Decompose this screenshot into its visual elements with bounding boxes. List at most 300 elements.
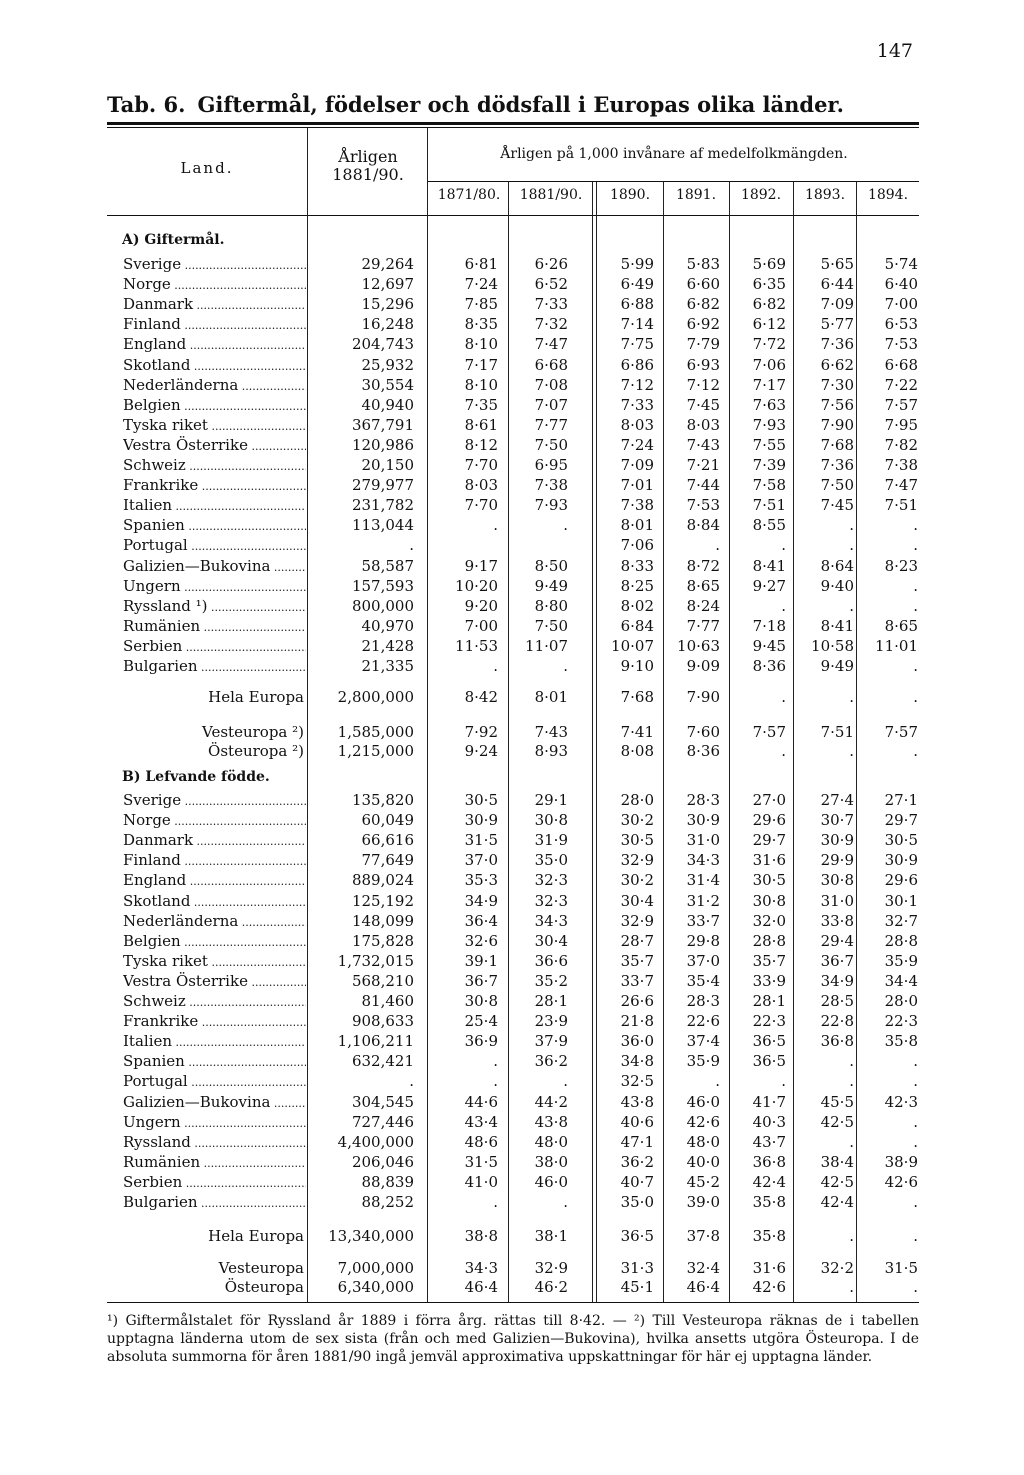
total-row xyxy=(0,687,1024,707)
rate-cell: 30·8 xyxy=(464,992,498,1010)
table-row xyxy=(0,1132,1024,1152)
rate-cell: 8·41 xyxy=(820,616,854,635)
rate-cell: 7·77 xyxy=(686,616,720,635)
rate-cell: 29·1 xyxy=(534,791,568,809)
rate-cell: 7·95 xyxy=(884,415,918,434)
country-label: Galizien—Bukovina ..... xyxy=(123,1092,306,1114)
rate-cell: 7·22 xyxy=(884,375,918,394)
table-row xyxy=(0,810,1024,830)
rate-cell: 36·7 xyxy=(820,951,854,970)
rate-cell: 8·61 xyxy=(464,415,498,434)
rate-cell: 39·0 xyxy=(686,1193,720,1211)
rate-cell: 9·20 xyxy=(464,596,498,615)
country-label: Frankrike ..... xyxy=(123,475,306,497)
rate-cell: 30·1 xyxy=(884,891,918,910)
table-row xyxy=(0,274,1024,294)
rate-cell: 9·09 xyxy=(686,657,720,675)
header-year: 1893. xyxy=(804,187,846,203)
rate-cell: 7·09 xyxy=(820,295,854,314)
rate-cell: 29·4 xyxy=(820,931,854,950)
rate-cell: 34·4 xyxy=(884,971,918,990)
rate-cell: 7·47 xyxy=(534,335,568,354)
rate-cell: 40·7 xyxy=(620,1172,654,1191)
absolute-value: 908,633 xyxy=(351,1012,414,1031)
rate-cell: 35·3 xyxy=(464,871,498,890)
rate-cell: 30·8 xyxy=(752,891,786,910)
rate-cell: 10·20 xyxy=(455,576,498,595)
table-row xyxy=(0,850,1024,870)
total-row xyxy=(0,741,1024,761)
country-label: Galizien—Bukovina ..... xyxy=(123,556,306,578)
country-label: England ..... xyxy=(123,334,306,356)
rate-cell: 48·0 xyxy=(686,1132,720,1151)
rate-cell: 7·72 xyxy=(752,335,786,354)
rate-cell: 42·4 xyxy=(820,1193,854,1211)
absolute-value: 125,192 xyxy=(351,891,414,910)
rate-cell: 8·01 xyxy=(534,688,568,706)
rate-cell: 6·44 xyxy=(820,275,854,294)
rate-cell: 33·7 xyxy=(686,911,720,930)
rate-cell: . xyxy=(849,1132,854,1151)
table-row xyxy=(0,1152,1024,1172)
rate-cell: 28·1 xyxy=(534,992,568,1010)
country-label: Rumänien ..... xyxy=(123,1152,306,1174)
rate-cell: 7·33 xyxy=(534,295,568,314)
absolute-value: 1,732,015 xyxy=(337,951,414,970)
table-row xyxy=(0,1112,1024,1132)
rate-cell: . xyxy=(493,516,498,535)
rate-cell: 48·0 xyxy=(534,1132,568,1151)
country-label: Östeuropa xyxy=(224,1278,304,1296)
rate-cell: 7·00 xyxy=(884,295,918,314)
absolute-value: 81,460 xyxy=(361,992,414,1010)
absolute-value: 13,340,000 xyxy=(328,1227,414,1245)
rate-cell: . xyxy=(781,596,786,615)
rate-cell: 35·0 xyxy=(534,851,568,870)
rate-cell: 7·38 xyxy=(534,476,568,495)
rate-cell: 7·53 xyxy=(686,496,720,515)
rate-cell: 42·5 xyxy=(820,1112,854,1131)
rate-cell: 29·6 xyxy=(752,811,786,830)
rate-cell: . xyxy=(913,1132,918,1151)
rate-cell: 46·0 xyxy=(534,1172,568,1191)
rate-cell: 42·6 xyxy=(686,1112,720,1131)
rate-cell: . xyxy=(849,596,854,615)
rate-cell: 6·84 xyxy=(620,616,654,635)
absolute-value: 157,593 xyxy=(351,576,414,595)
header-rate-span: Årligen på 1,000 invånare af medelfolkmängden. xyxy=(500,146,848,162)
rate-cell: . xyxy=(849,536,854,555)
rate-cell: 7·38 xyxy=(884,456,918,474)
table-row xyxy=(0,971,1024,991)
absolute-value: 21,428 xyxy=(361,636,414,655)
rate-cell: 28·0 xyxy=(620,791,654,809)
rate-cell: 45·2 xyxy=(686,1172,720,1191)
absolute-value: 4,400,000 xyxy=(337,1132,414,1151)
header-year: 1892. xyxy=(740,187,782,203)
rate-cell: 7·70 xyxy=(464,456,498,474)
rate-cell: 6·82 xyxy=(752,295,786,314)
rate-cell: 32·5 xyxy=(620,1072,654,1091)
country-label: Belgien ..... xyxy=(123,931,306,953)
country-label: Tyska riket ..... xyxy=(123,415,306,437)
country-label: Rumänien ..... xyxy=(123,616,306,638)
absolute-value: 135,820 xyxy=(351,791,414,809)
rate-cell: 6·81 xyxy=(464,255,498,273)
absolute-value: 889,024 xyxy=(351,871,414,890)
country-label: Italien ..... xyxy=(123,1031,306,1053)
rate-cell: 46·2 xyxy=(534,1278,568,1296)
rate-cell: . xyxy=(493,1072,498,1091)
rate-cell: 7·75 xyxy=(620,335,654,354)
rate-cell: 7·30 xyxy=(820,375,854,394)
country-label: Finland ..... xyxy=(123,850,306,872)
absolute-value: 40,940 xyxy=(361,395,414,414)
rate-cell: 30·9 xyxy=(820,831,854,850)
rate-cell: 30·5 xyxy=(464,791,498,809)
rate-cell: 8·84 xyxy=(686,516,720,535)
header-year: 1871/80. xyxy=(437,187,501,203)
rate-cell: 7·51 xyxy=(752,496,786,515)
rate-cell: . xyxy=(493,1193,498,1211)
absolute-value: 15,296 xyxy=(361,295,414,314)
rate-cell: 41·0 xyxy=(464,1172,498,1191)
footnote-1: ¹) Giftermålstalet för Ryssland år 1889 i förra årg. rättas till 8·42. xyxy=(107,1313,606,1329)
country-label: Schweiz ..... xyxy=(123,991,306,1013)
rate-cell: 8·36 xyxy=(752,657,786,675)
absolute-value: 16,248 xyxy=(361,315,414,334)
rate-cell: 7·12 xyxy=(620,375,654,394)
rate-cell: 29·7 xyxy=(884,811,918,830)
section-a-title: A) Giftermål. xyxy=(122,232,225,248)
rate-cell: 10·07 xyxy=(611,636,654,655)
rate-cell: 22·8 xyxy=(820,1012,854,1031)
rate-cell: 7·57 xyxy=(884,395,918,414)
header-year: 1891. xyxy=(675,187,717,203)
rate-cell: 7·06 xyxy=(752,355,786,374)
rate-cell: 42·3 xyxy=(884,1092,918,1111)
country-label: Ryssland ..... xyxy=(123,1132,306,1154)
rate-cell: 23·9 xyxy=(534,1012,568,1031)
rate-cell: 6·49 xyxy=(620,275,654,294)
absolute-value: 800,000 xyxy=(351,596,414,615)
absolute-value: 58,587 xyxy=(361,556,414,575)
table-row xyxy=(0,294,1024,314)
country-label: Vestra Österrike ..... xyxy=(123,435,306,457)
rate-cell: 7·90 xyxy=(686,688,720,706)
rate-cell: 7·92 xyxy=(464,723,498,741)
rate-cell: 36·5 xyxy=(752,1032,786,1051)
rate-cell: 9·10 xyxy=(620,657,654,675)
rate-cell: 34·9 xyxy=(464,891,498,910)
rate-cell: 6·40 xyxy=(884,275,918,294)
rate-cell: 35·2 xyxy=(534,971,568,990)
header-year: 1894. xyxy=(867,187,909,203)
rate-cell: 27·0 xyxy=(752,791,786,809)
country-label: Sverige ..... xyxy=(123,254,306,276)
rate-cell: 8·93 xyxy=(534,742,568,760)
absolute-value: 7,000,000 xyxy=(337,1259,414,1277)
rate-cell: 8·80 xyxy=(534,596,568,615)
country-label: Skotland ..... xyxy=(123,891,306,913)
rate-cell: 27·4 xyxy=(820,791,854,809)
table-row xyxy=(0,475,1024,495)
rate-cell: 7·07 xyxy=(534,395,568,414)
absolute-value: 60,049 xyxy=(361,811,414,830)
rate-cell: 34·9 xyxy=(820,971,854,990)
rate-cell: 8·50 xyxy=(534,556,568,575)
absolute-value: 40,970 xyxy=(361,616,414,635)
rate-cell: 46·0 xyxy=(686,1092,720,1111)
absolute-value: 29,264 xyxy=(361,255,414,273)
rate-cell: 36·2 xyxy=(620,1152,654,1171)
rate-cell: 25·4 xyxy=(464,1012,498,1031)
rate-cell: 6·62 xyxy=(820,355,854,374)
rate-cell: 6·12 xyxy=(752,315,786,334)
rate-cell: 35·4 xyxy=(686,971,720,990)
absolute-value: 88,252 xyxy=(361,1193,414,1211)
rate-cell: 6·92 xyxy=(686,315,720,334)
rate-cell: . xyxy=(913,742,918,760)
rate-cell: 7·39 xyxy=(752,456,786,474)
rate-cell: 27·1 xyxy=(884,791,918,809)
rate-cell: 30·5 xyxy=(752,871,786,890)
rate-cell: 5·74 xyxy=(884,255,918,273)
rate-cell: . xyxy=(913,536,918,555)
country-label: Serbien ..... xyxy=(123,1172,306,1194)
rate-cell: 10·63 xyxy=(677,636,720,655)
rate-cell: 36·6 xyxy=(534,951,568,970)
rate-cell: . xyxy=(913,1052,918,1071)
rate-cell: 7·35 xyxy=(464,395,498,414)
rate-cell: 11·53 xyxy=(455,636,498,655)
rate-cell: 43·4 xyxy=(464,1112,498,1131)
rate-cell: . xyxy=(913,1193,918,1211)
country-label: Norge ..... xyxy=(123,274,306,296)
rate-cell: 7·47 xyxy=(884,476,918,495)
rate-cell: 7·36 xyxy=(820,335,854,354)
table-row xyxy=(0,891,1024,911)
table-row xyxy=(0,314,1024,334)
rate-cell: 7·00 xyxy=(464,616,498,635)
rate-cell: 7·70 xyxy=(464,496,498,515)
table-row xyxy=(0,911,1024,931)
country-label: Frankrike ..... xyxy=(123,1011,306,1033)
rate-cell: 29·7 xyxy=(752,831,786,850)
rate-cell: 7·21 xyxy=(686,456,720,474)
country-label: Vesteuropa xyxy=(218,1259,304,1277)
rate-cell: 9·45 xyxy=(752,636,786,655)
rate-cell: 31·4 xyxy=(686,871,720,890)
rate-cell: 9·40 xyxy=(820,576,854,595)
rate-cell: . xyxy=(913,1072,918,1091)
rate-cell: 8·02 xyxy=(620,596,654,615)
table-row xyxy=(0,656,1024,676)
rate-cell: . xyxy=(563,657,568,675)
rate-cell: 30·4 xyxy=(534,931,568,950)
rate-cell: 34·8 xyxy=(620,1052,654,1071)
rate-cell: 28·8 xyxy=(884,931,918,950)
rate-cell: 9·27 xyxy=(752,576,786,595)
country-label: Tyska riket ..... xyxy=(123,951,306,973)
table-row xyxy=(0,355,1024,375)
rate-cell: 45·1 xyxy=(620,1278,654,1296)
rate-cell: 40·3 xyxy=(752,1112,786,1131)
rate-cell: . xyxy=(849,1052,854,1071)
rate-cell: . xyxy=(563,1193,568,1211)
rate-cell: 7·57 xyxy=(752,723,786,741)
table-bottom-rule xyxy=(107,1302,919,1303)
rate-cell: 34·3 xyxy=(464,1259,498,1277)
rate-cell: 5·77 xyxy=(820,315,854,334)
rate-cell: 33·9 xyxy=(752,971,786,990)
table-row xyxy=(0,1172,1024,1192)
rate-cell: 7·38 xyxy=(620,496,654,515)
absolute-value: 25,932 xyxy=(361,355,414,374)
total-row xyxy=(0,722,1024,742)
rate-cell: 8·10 xyxy=(464,375,498,394)
rate-cell: 31·6 xyxy=(752,851,786,870)
rate-cell: 47·1 xyxy=(620,1132,654,1151)
rate-cell: 5·65 xyxy=(820,255,854,273)
absolute-value: 66,616 xyxy=(361,831,414,850)
rate-cell: 35·9 xyxy=(884,951,918,970)
rate-cell: . xyxy=(913,596,918,615)
rate-cell: 9·17 xyxy=(464,556,498,575)
rate-cell: 32·0 xyxy=(752,911,786,930)
rate-cell: 35·9 xyxy=(686,1052,720,1071)
rate-cell: 8·12 xyxy=(464,435,498,454)
rate-cell: 34·3 xyxy=(534,911,568,930)
rate-cell: . xyxy=(913,516,918,535)
rate-cell: 7·41 xyxy=(620,723,654,741)
absolute-value: 279,977 xyxy=(351,476,414,495)
rate-cell: 21·8 xyxy=(620,1012,654,1031)
rate-cell: 33·7 xyxy=(620,971,654,990)
rate-cell: 38·9 xyxy=(884,1152,918,1171)
absolute-value: 367,791 xyxy=(351,415,414,434)
country-label: Hela Europa xyxy=(208,1227,304,1245)
rate-cell: 36·7 xyxy=(464,971,498,990)
rate-cell: 6·93 xyxy=(686,355,720,374)
rate-cell: 8·42 xyxy=(464,688,498,706)
rate-cell: 28·5 xyxy=(820,992,854,1010)
rate-cell: 6·68 xyxy=(884,355,918,374)
rate-cell: 37·8 xyxy=(686,1227,720,1245)
rate-cell: 7·09 xyxy=(620,456,654,474)
rate-cell: 6·26 xyxy=(534,255,568,273)
header-land: Land. xyxy=(180,159,234,177)
rate-cell: 36·8 xyxy=(752,1152,786,1171)
rate-cell: 6·35 xyxy=(752,275,786,294)
total-row xyxy=(0,1226,1024,1246)
header-year: 1890. xyxy=(609,187,651,203)
rate-cell: 9·49 xyxy=(534,576,568,595)
absolute-value: 30,554 xyxy=(361,375,414,394)
rate-cell: 8·35 xyxy=(464,315,498,334)
country-label: Ryssland ¹) ..... xyxy=(123,596,306,618)
rate-cell: 30·9 xyxy=(884,851,918,870)
rate-cell: 7·82 xyxy=(884,435,918,454)
rate-cell: 8·36 xyxy=(686,742,720,760)
rate-cell: . xyxy=(781,688,786,706)
table-number: Tab. 6. xyxy=(107,92,186,117)
absolute-value: 113,044 xyxy=(351,516,414,535)
rate-cell: . xyxy=(849,1227,854,1245)
country-label: Ungern ..... xyxy=(123,1112,306,1134)
absolute-value: 206,046 xyxy=(351,1152,414,1171)
rate-cell: 35·8 xyxy=(884,1032,918,1051)
rate-cell: 30·7 xyxy=(820,811,854,830)
rate-cell: 30·2 xyxy=(620,871,654,890)
rate-cell: 31·9 xyxy=(534,831,568,850)
country-label: Portugal ..... xyxy=(123,535,306,557)
rate-cell: 31·0 xyxy=(820,891,854,910)
country-label: Schweiz ..... xyxy=(123,455,306,477)
country-label: Portugal ..... xyxy=(123,1071,306,1093)
rate-cell: 8·03 xyxy=(464,476,498,495)
rate-cell: . xyxy=(849,1278,854,1296)
rate-cell: 7·45 xyxy=(686,395,720,414)
absolute-value: . xyxy=(409,536,414,555)
rate-cell: . xyxy=(849,688,854,706)
table-row xyxy=(0,991,1024,1011)
table-row xyxy=(0,375,1024,395)
rate-cell: . xyxy=(563,516,568,535)
rate-cell: 37·9 xyxy=(534,1032,568,1051)
rate-cell: 7·08 xyxy=(534,375,568,394)
rate-cell: 46·4 xyxy=(464,1278,498,1296)
rate-cell: 22·3 xyxy=(752,1012,786,1031)
country-label: Spanien ..... xyxy=(123,515,306,537)
rate-cell: 32·9 xyxy=(534,1259,568,1277)
rate-cell: 7·53 xyxy=(884,335,918,354)
rate-cell: 32·6 xyxy=(464,931,498,950)
rate-cell: 28·3 xyxy=(686,791,720,809)
rate-cell: 30·2 xyxy=(620,811,654,830)
rate-cell: 7·51 xyxy=(884,496,918,515)
rate-cell: 31·2 xyxy=(686,891,720,910)
rate-cell: 28·1 xyxy=(752,992,786,1010)
table-row xyxy=(0,1011,1024,1031)
rate-cell: 7·90 xyxy=(820,415,854,434)
rate-cell: 7·58 xyxy=(752,476,786,495)
rate-cell: 29·6 xyxy=(884,871,918,890)
rate-cell: 31·5 xyxy=(464,1152,498,1171)
rate-cell: . xyxy=(781,742,786,760)
rate-cell: 5·99 xyxy=(620,255,654,273)
rate-cell: 44·2 xyxy=(534,1092,568,1111)
country-label: Serbien ..... xyxy=(123,636,306,658)
section-b-title: B) Lefvande födde. xyxy=(122,769,270,785)
rate-cell: 32·2 xyxy=(820,1259,854,1277)
rate-cell: 6·60 xyxy=(686,275,720,294)
rate-cell: . xyxy=(913,1227,918,1245)
rate-cell: 35·7 xyxy=(752,951,786,970)
top-rule-thin xyxy=(107,127,919,128)
table-row xyxy=(0,535,1024,555)
rate-cell: 8·03 xyxy=(686,415,720,434)
rate-cell: . xyxy=(781,1072,786,1091)
rate-cell: 9·24 xyxy=(464,742,498,760)
rate-cell: 7·51 xyxy=(820,723,854,741)
absolute-value: 2,800,000 xyxy=(337,688,414,706)
rate-cell: 42·6 xyxy=(884,1172,918,1191)
rate-cell: 7·43 xyxy=(534,723,568,741)
country-label: Sverige ..... xyxy=(123,790,306,812)
rate-cell: 36·2 xyxy=(534,1052,568,1071)
rate-cell: 5·83 xyxy=(686,255,720,273)
